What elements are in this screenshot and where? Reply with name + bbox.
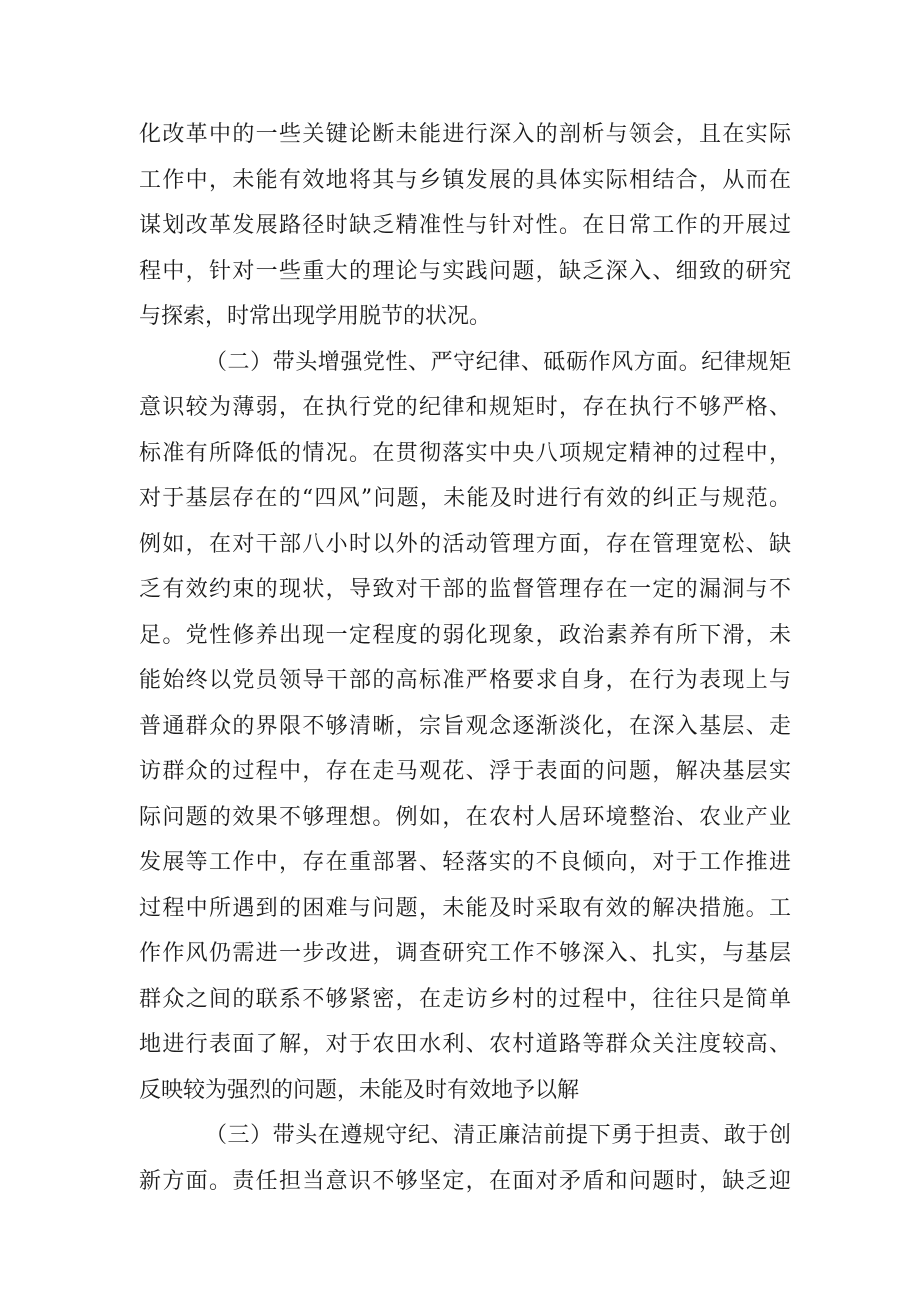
text-line: 与探索，时常出现学用脱节的状况。 [139,304,492,329]
text-line: （三）带头在遵规守纪、清正廉洁前提下勇于担责、敢于创 [205,1123,791,1148]
text-line: 乏有效约束的现状，导致对干部的监督管理存在一定的漏洞与不 [139,577,791,602]
document-body-text [139,112,791,1204]
text-line: 标准有所降低的情况。在贯彻落实中央八项规定精神的过程中， [139,440,791,466]
text-line: 意识较为薄弱，在执行党的纪律和规矩时，存在执行不够严格、 [139,395,791,420]
text-line: 化改革中的一些关键论断未能进行深入的剖析与领会，且在实际 [139,122,791,147]
text-line: 新方面。责任担当意识不够坚定，在面对矛盾和问题时，缺乏迎 [139,1168,791,1194]
text-line: 过程中所遇到的困难与问题，未能及时采取有效的解决措施。工 [139,895,791,921]
text-line: 地进行表面了解，对于农田水利、农村道路等群众关注度较高、 [139,1032,791,1057]
text-line: 谋划改革发展路径时缺乏精准性与针对性。在日常工作的开展过 [139,213,791,238]
text-line: 足。党性修养出现一定程度的弱化现象，政治素养有所下滑，未 [139,622,791,648]
text-line: 访群众的过程中，存在走马观花、浮于表面的问题，解决基层实 [139,759,791,784]
text-line: 反映较为强烈的问题，未能及时有效地予以解 [139,1077,580,1103]
text-line: 际问题的效果不够理想。例如，在农村人居环境整治、农业产业 [139,804,791,830]
text-line: 工作中，未能有效地将其与乡镇发展的具体实际相结合，从而在 [139,167,791,193]
text-line: 能始终以党员领导干部的高标准严格要求自身，在行为表现上与 [139,668,791,693]
text-line: 作作风仍需进一步改进，调查研究工作不够深入、扎实，与基层 [139,941,791,966]
text-line: （二）带头增强党性、严守纪律、砥砺作风方面。纪律规矩 [205,349,791,375]
text-line: 发展等工作中，存在重部署、轻落实的不良倾向，对于工作推进 [139,850,791,875]
text-line: 普通群众的界限不够清晰，宗旨观念逐渐淡化，在深入基层、走 [139,713,791,739]
text-line: 程中，针对一些重大的理论与实践问题，缺乏深入、细致的研究 [139,258,791,284]
text-line: 群众之间的联系不够紧密，在走访乡村的过程中，往往只是简单 [139,986,791,1012]
text-line: 例如，在对干部八小时以外的活动管理方面，存在管理宽松、缺 [139,531,791,557]
text-line: 对于基层存在的“四风”问题，未能及时进行有效的纠正与规范。 [139,486,791,511]
